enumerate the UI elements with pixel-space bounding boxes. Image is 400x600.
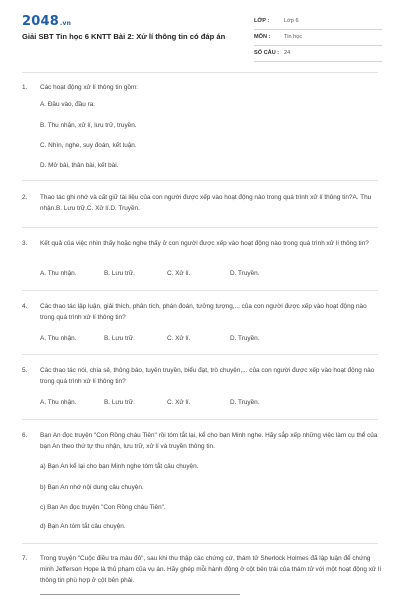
option[interactable]: D. Truyền.: [230, 335, 260, 342]
table-top-border: [40, 594, 240, 595]
divider: [22, 72, 378, 73]
option[interactable]: C. Xử lí.: [167, 335, 191, 342]
meta-value: 24: [284, 50, 291, 56]
logo-text: 2048: [22, 14, 59, 29]
option[interactable]: B. Lưu trữ.: [104, 270, 135, 277]
question-text: Các thao tác nói, chia sẻ, thông báo, tuyên truyền, biểu đạt, trò chuyện,... của con người được xếp vào hoạt động nào trong quá trình xử lí thông tin?: [40, 367, 375, 385]
meta-value: Lớp 6: [284, 18, 299, 24]
question-text: Các hoạt động xử lí thông tin gồm:: [40, 84, 139, 91]
meta-row-grade: [254, 14, 382, 30]
question-5: [22, 365, 382, 387]
question-text: Bạn An đọc truyện "Con Rồng cháu Tiên" rồi tóm tắt lại, kể cho bạn Minh nghe. Hãy sắp xếp những việc làm cụ thể của bạn An theo thứ tự thu nhận, lưu trữ, xử lí và truyền thông tin.: [40, 432, 378, 450]
option[interactable]: B. Lưu trữ.: [104, 335, 135, 342]
option[interactable]: A. Thu nhận.: [40, 335, 77, 342]
meta-row-count: [254, 46, 382, 62]
question-number: 5.: [22, 367, 28, 374]
divider: [22, 180, 378, 181]
question-3: [22, 238, 382, 249]
logo-suffix: .vn: [59, 20, 72, 27]
question-2: [22, 192, 382, 214]
divider: [22, 419, 378, 420]
question-text: Trong truyện "Cuộc điều tra màu đỏ", sau khi thu thập các chứng cứ, thám tử Sherlock Holmes đã lập luận để chứng minh Jefferson Hope là thủ phạm của vụ án. Hãy ghép mỗi hành động ở cột bên trái của thám tử với một hoạt động xử lí thông tin phù hợp ở cột bên phải.: [40, 555, 382, 584]
option[interactable]: B. Lưu trữ.: [104, 399, 135, 406]
meta-key: LỚP :: [254, 18, 270, 24]
question-text: Thao tác ghi nhớ và cất giữ tài liệu của con người được xếp vào hoạt động nào trong quá trình xử lí thông tin?A. Thu nhận.B. Lưu trữ.C. Xử lí.D. Truyền.: [40, 194, 372, 212]
question-7: [22, 553, 382, 586]
meta-table: [254, 14, 382, 62]
option[interactable]: C. Xử lí.: [167, 399, 191, 406]
question-number: 4.: [22, 303, 28, 310]
question-number: 7.: [22, 555, 28, 562]
option[interactable]: C. Xử lí.: [167, 270, 191, 277]
divider: [22, 290, 378, 291]
option[interactable]: b) Bạn An nhớ nội dung câu chuyện.: [40, 484, 144, 491]
meta-key: SỐ CÂU :: [254, 50, 280, 56]
option[interactable]: D. Truyền.: [230, 399, 260, 406]
question-1: [22, 82, 382, 93]
option[interactable]: D. Truyền.: [230, 270, 260, 277]
meta-row-subject: [254, 30, 382, 46]
question-4: [22, 301, 382, 323]
question-number: 1.: [22, 84, 28, 91]
option[interactable]: A. Thu nhận.: [40, 270, 77, 277]
question-number: 6.: [22, 432, 28, 439]
option[interactable]: C. Nhìn, nghe, suy đoán, kết luận.: [40, 142, 137, 149]
divider: [22, 543, 378, 544]
question-text: Các thao tác lập luận, giải thích, phân tích, phán đoán, tưởng tượng,... của con người được xếp vào hoạt động nào trong quá trình xử lí thông tin?: [40, 303, 367, 321]
divider: [22, 227, 378, 228]
question-number: 3.: [22, 240, 28, 247]
site-logo[interactable]: [22, 14, 71, 29]
question-number: 2.: [22, 194, 28, 201]
option[interactable]: A. Thu nhận.: [40, 399, 77, 406]
option[interactable]: B. Thu nhận, xử lí, lưu trữ, truyền.: [40, 122, 137, 129]
divider: [22, 354, 378, 355]
option[interactable]: c) Bạn An đọc truyện "Con Rồng cháu Tiên".: [40, 504, 166, 511]
document-header: [0, 0, 400, 70]
meta-key: MÔN :: [254, 34, 271, 40]
option[interactable]: A. Đầu vào, đầu ra.: [40, 101, 96, 108]
page-title: Giải SBT Tin học 6 KNTT Bài 2: Xử lí thông tin có đáp án: [22, 32, 226, 41]
question-text: Kết quả của việc nhìn thấy hoặc nghe thấy ở con người được xếp vào hoạt động nào trong quá trình xử lí thông tin?: [40, 240, 369, 247]
option[interactable]: d) Bạn An tóm tắt câu chuyện.: [40, 523, 126, 530]
option[interactable]: D. Mở bài, thân bài, kết bài.: [40, 162, 119, 169]
option[interactable]: a) Bạn An kể lại cho bạn Minh nghe tóm tắt câu chuyện.: [40, 463, 199, 470]
meta-value: Tin học: [284, 34, 303, 40]
question-6: [22, 430, 382, 452]
